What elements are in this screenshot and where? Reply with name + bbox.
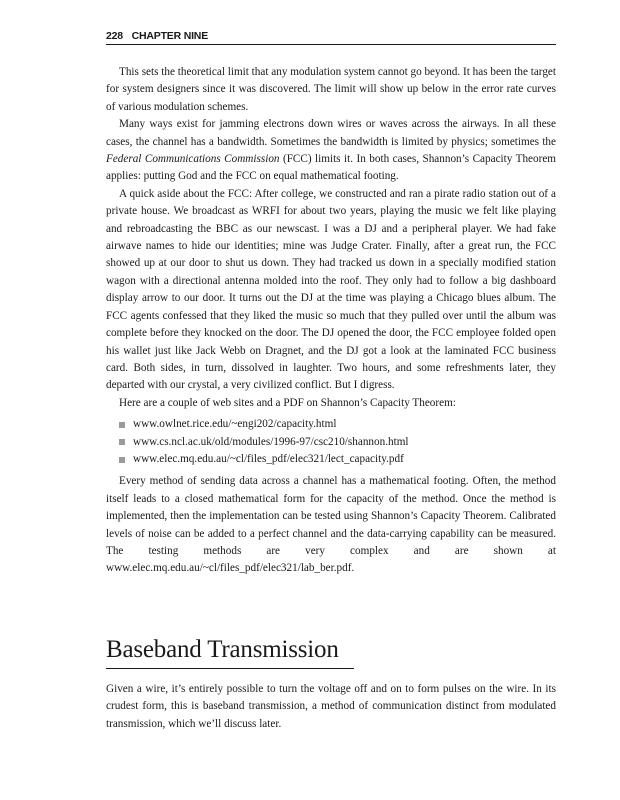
list-item[interactable] bbox=[106, 416, 556, 433]
paragraph-text: Many ways exist for jamming electrons down wires or waves across the airways. In all these cases, the channel has a bandwidth. Sometimes the bandwidth is limited by physics; sometimes the bbox=[106, 118, 556, 148]
paragraph-fcc-aside: A quick aside about the FCC: After college, we constructed and ran a pirate radio station out of a private house. We broadcast as WRFI for about two years, playing the music we felt like playing and rebroadcasting the BBC as our newscast. I was a DJ and a peripheral player. We had fake airwave names to hide our identities; mine was Judge Crater. Finally, after a great run, the FCC showed up at our door to shut us down. They had tracked us down in a specially modified station wagon with a directional antenna molded into the roof. They only had to follow a big dashboard display arrow to our door. It turns out the DJ at the time was playing a Chicago blues album. The FCC agents confessed that they liked the music so much that they pulled over until the album was complete before they knocked on the door. The DJ opened the door, the FCC employee folded open his wallet just like Jack Webb on Dragnet, and the DJ got a look at the laminated FCC business card. Both sides, in turn, dissolved in laughter. Two hours, and some refreshments later, they departed with our crystal, a very civilized conflict. But I digress. bbox=[106, 187, 556, 392]
running-head bbox=[106, 29, 556, 45]
paragraph-channel-bandwidth bbox=[106, 116, 556, 186]
link-url[interactable]: www.cs.ncl.ac.uk/old/modules/1996-97/csc210/shannon.html bbox=[133, 435, 409, 448]
paragraph-text: (FCC) limits it. In both cases, Shannon’s Capacity Theorem applies: putting God and the FCC on equal mathematical footing. bbox=[106, 153, 556, 183]
chapter-title: CHAPTER NINE bbox=[131, 30, 208, 42]
paragraph-mathematical-footing: Every method of sending data across a channel has a mathematical footing. Often, the method itself leads to a closed mathematical form for the capacity of the method. Once the method is implemented, then the implementation can be tested using Shannon’s Capacity Theorem. Calibrated levels of noise can be added to a perfect channel and the data-carrying capability can be measured. The testing methods are very complex and are shown at www.elec.mq.edu.au/~cl/files_pdf/elec321/lab_ber.pdf. bbox=[106, 475, 556, 575]
square-bullet-icon bbox=[119, 439, 125, 445]
paragraph-baseband: Given a wire, it’s entirely possible to turn the voltage off and on to form pulses on the wire. In its crudest form, this is baseband transmission, a method of communication distinct from modulated transmission, which we’ll discuss later. bbox=[106, 683, 556, 730]
body-text bbox=[106, 64, 556, 578]
paragraph-modulation-limit: This sets the theoretical limit that any modulation system cannot go beyond. It has been the target for system designers since it was discovered. The limit will show up below in the error rate curves of various modulation schemes. bbox=[106, 66, 556, 113]
page-number: 228 bbox=[106, 30, 123, 42]
fcc-italic-term: Federal Communications Commission bbox=[106, 153, 280, 166]
square-bullet-icon bbox=[119, 422, 125, 428]
section-body bbox=[106, 681, 556, 733]
list-item[interactable] bbox=[106, 434, 556, 451]
link-url[interactable]: www.elec.mq.edu.au/~cl/files_pdf/elec321/lect_capacity.pdf bbox=[133, 452, 404, 465]
link-list bbox=[106, 416, 556, 468]
link-url[interactable]: www.owlnet.rice.edu/~engi202/capacity.html bbox=[133, 418, 337, 431]
paragraph-links-intro: Here are a couple of web sites and a PDF on Shannon’s Capacity Theorem: bbox=[119, 396, 456, 409]
list-item[interactable] bbox=[106, 451, 556, 468]
square-bullet-icon bbox=[119, 457, 125, 463]
section-heading: Baseband Transmission bbox=[106, 634, 354, 669]
